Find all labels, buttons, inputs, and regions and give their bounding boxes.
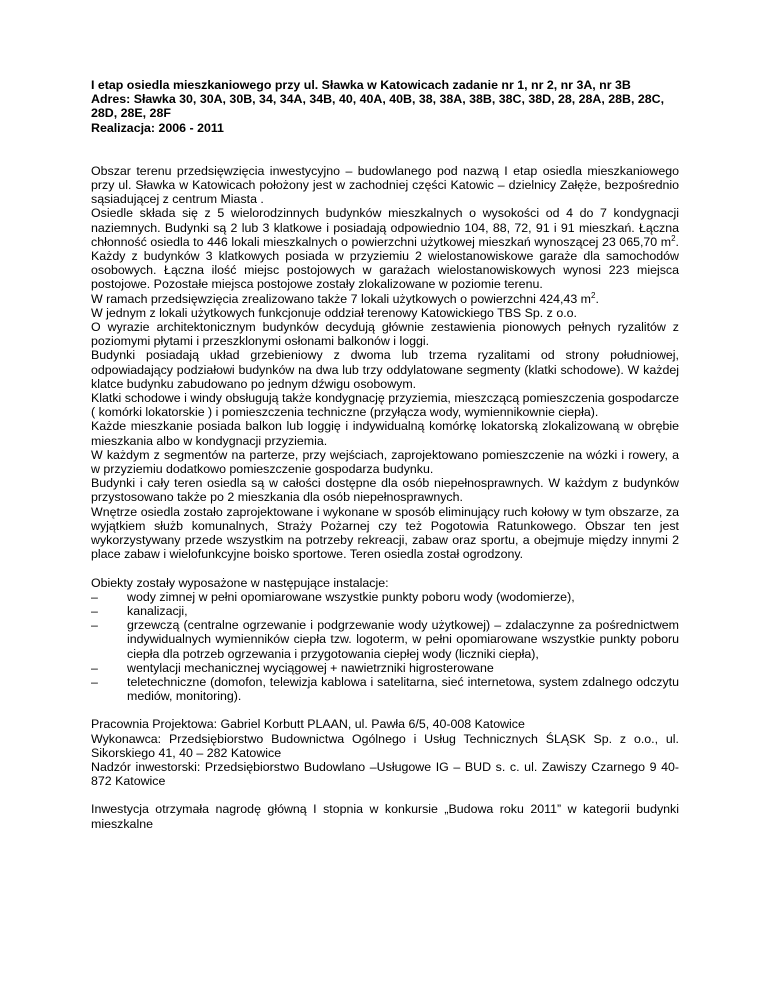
paragraph-commercial-part1: W ramach przedsięwzięcia zrealizowano także 7 lokali użytkowych o powierzchni 424,43 m	[91, 291, 591, 306]
paragraph-buildings-part2: . Każdy z budynków 3 klatkowych posiada w przyziemiu 2 wielostanowiskowe garaże dla samochodów osobowych. Łączna ilość miejsc postojowych w garażach wielostanowiskowych wynosi 223 miejsca postojowe. Pozostałe miejsca postojowe zostały zlokalizowane w poziomie terenu.	[91, 234, 679, 292]
installations-section	[91, 576, 679, 704]
installations-list	[91, 590, 679, 704]
installations-intro: Obiekty zostały wyposażone w następujące instalacje:	[91, 575, 389, 590]
paragraph-buildings	[91, 206, 679, 291]
dash-bullet: –	[91, 674, 98, 689]
document-heading	[91, 78, 679, 135]
paragraph-accessibility: Budynki i cały teren osiedla są w całości dostępne dla osób niepełnosprawnych. W każdym z budynków przystosowano także po 2 mieszkania dla osób niepełnosprawnych.	[91, 476, 679, 505]
award-section	[91, 802, 679, 830]
award-text: Inwestycja otrzymała nagrodę główną I stopnia w konkursie „Budowa roku 2011” w kategorii budynki mieszkalne	[91, 802, 679, 831]
dash-bullet: –	[91, 603, 98, 618]
list-item	[91, 604, 679, 618]
dash-bullet: –	[91, 589, 98, 604]
list-item-text: grzewczą (centralne ogrzewanie i podgrzewanie wody użytkowej) – zdalaczynne za pośrednictwem indywidualnych wymienników ciepła tzw. logoterm, w pełni opomiarowane wszystkie punkty poboru ciepła dla potrzeb ogrzewania i przygotowania ciepłej wody (liczniki ciepła),	[127, 618, 679, 661]
paragraph-tbs-office: W jednym z lokali użytkowych funkcjonuje oddział terenowy Katowickiego TBS Sp. z o.o.	[91, 305, 577, 320]
paragraph-buildings-part1: Osiedle składa się z 5 wielorodzinnych budynków mieszkalnych o wysokości od 4 do 7 kondygnacji naziemnych. Budynki są 2 lub 3 klatkowe i posiadają odpowiednio 104, 88, 72, 91 i 91 mieszkań. Łączna chłonność osiedla to 446 lokali mieszkalnych o powierzchni użytkowej mieszkań wynoszącej 23 065,70 m	[91, 206, 679, 249]
heading-realization: Realizacja: 2006 - 2011	[91, 120, 224, 135]
list-item	[91, 661, 679, 675]
list-item	[91, 590, 679, 604]
dash-bullet: –	[91, 660, 98, 675]
list-item-text: wentylacji mechanicznej wyciągowej + nawietrzniki higrosterowane	[127, 660, 494, 675]
description-section	[91, 164, 679, 562]
paragraph-layout: Budynki posiadają układ grzebieniowy z dwoma lub trzema ryzalitami od strony południowej, odpowiadający podziałowi budynków na dwa lub trzy oddylatowane segmenty (klatki schodowe). W każdej klatce budynku zabudowano po jednym dźwigu osobowym.	[91, 348, 679, 391]
credit-supervision: Nadzór inwestorski: Przedsiębiorstwo Budowlano –Usługowe IG – BUD s. c. ul. Zawiszy Czarnego 9 40-872 Katowice	[91, 759, 679, 789]
paragraph-bike-rooms: W każdym z segmentów na parterze, przy wejściach, zaprojektowano pomieszczenie na wózki i rowery, a w przyziemiu dodatkowo pomieszczenie gospodarza budynku.	[91, 447, 679, 477]
credit-contractor: Wykonawca: Przedsiębiorstwo Budownictwa Ogólnego i Usług Technicznych ŚLĄSK Sp. z o.o., ul. Sikorskiego 41, 40 – 282 Katowice	[91, 731, 679, 760]
heading-title: I etap osiedla mieszkaniowego przy ul. Sławka w Katowicach zadanie nr 1, nr 2, nr 3A, nr 3B	[91, 78, 631, 92]
area-unit-superscript: 2	[671, 233, 676, 243]
heading-address: Adres: Sławka 30, 30A, 30B, 34, 34A, 34B, 40, 40A, 40B, 38, 38A, 38B, 38C, 38D, 28, 28A, 28B, 28C, 28D, 28E, 28F	[91, 92, 665, 121]
credits-section	[91, 717, 679, 788]
paragraph-balconies: Każde mieszkanie posiada balkon lub loggię i indywidualną komórkę lokatorską zlokalizowaną w obrębie mieszkania albo w kondygnacji przyziemia.	[91, 419, 679, 448]
list-item-text: wody zimnej w pełni opomiarowane wszystkie punkty poboru wody (wodomierze),	[127, 589, 575, 604]
list-item	[91, 675, 679, 703]
dash-bullet: –	[91, 618, 98, 633]
paragraph-location: Obszar terenu przedsięwzięcia inwestycyjno – budowlanego pod nazwą I etap osiedla mieszkaniowego przy ul. Sławka w Katowicach położony jest w zachodniej części Katowic – dzielnicy Załęże, bezpośrednio sąsiadującej z centrum Miasta .	[91, 163, 679, 207]
paragraph-interior: Wnętrze osiedla zostało zaprojektowane i wykonane w sposób eliminujący ruch kołowy w tym obszarze, za wyjątkiem służb komunalnych, Straży Pożarnej czy też Pogotowia Ratunkowego. Obszar ten jest wykorzystywany przede wszystkim na potrzeby rekreacji, zabaw oraz sportu, a obejmuje między innymi 2 place zabaw i wielofunkcyjne boisko sportowe. Teren osiedla został ogrodzony.	[91, 504, 679, 562]
paragraph-staircases: Klatki schodowe i windy obsługują także kondygnację przyziemia, mieszczącą pomieszczenia gospodarcze ( komórki lokatorskie ) i pomieszczenia techniczne (przyłącza wody, wymiennikownie ciepła).	[91, 391, 679, 420]
list-item	[91, 618, 679, 661]
list-item-text: teletechniczne (domofon, telewizja kablowa i satelitarna, sieć internetowa, system zdalnego odczytu mediów, monitoring).	[127, 674, 679, 704]
document-page	[91, 78, 679, 831]
area-unit-superscript: 2	[590, 290, 596, 300]
credit-design-studio: Pracownia Projektowa: Gabriel Korbutt PLAAN, ul. Pawła 6/5, 40-008 Katowice	[91, 717, 525, 732]
paragraph-commercial-units	[91, 292, 679, 306]
paragraph-architecture: O wyrazie architektonicznym budynków decydują głównie zestawienia pionowych pełnych ryzalitów z poziomymi płytami i przeszklonymi osłonami balkonów i loggi.	[91, 320, 679, 349]
list-item-text: kanalizacji,	[127, 603, 188, 618]
paragraph-commercial-part2: .	[595, 291, 599, 306]
